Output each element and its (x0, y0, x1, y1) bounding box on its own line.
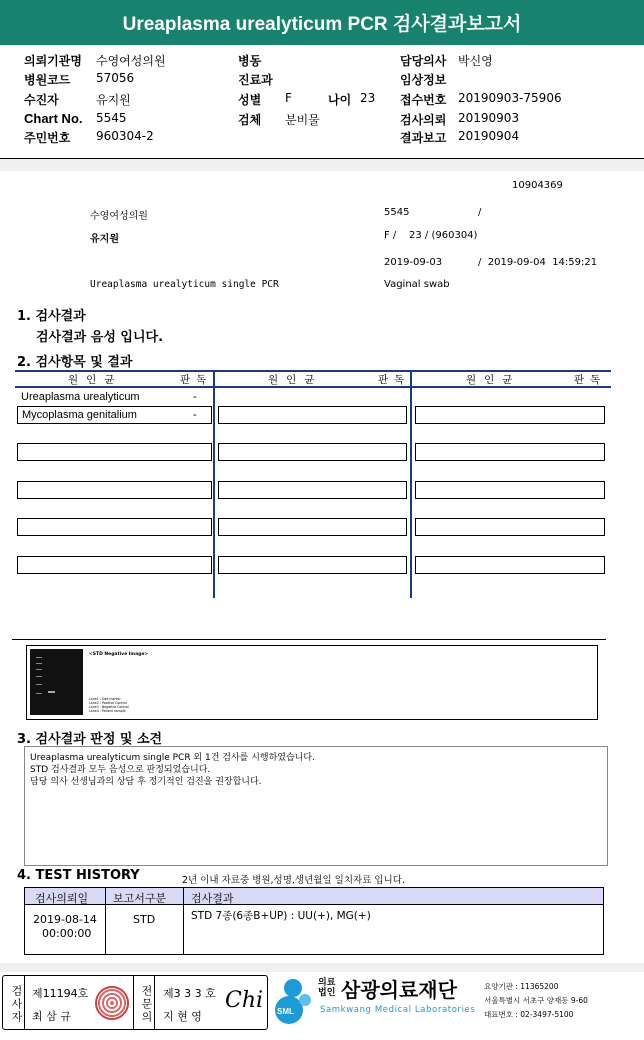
gel-legend-item: Lane4 : Patient sample (89, 709, 126, 713)
value-patient: 유지원 (96, 93, 131, 107)
org-english-name: Samkwang Medical Laboratories (320, 1005, 476, 1015)
gel-legend-item: Lane2 : Positive Control (89, 701, 127, 705)
value-chart: 5545 (96, 111, 127, 125)
empty-cell (17, 443, 212, 461)
pb-specimen: Vaginal swab (384, 279, 450, 290)
label-hospital-code: 병원코드 (24, 73, 71, 87)
history-col-type: 보고서구분 (113, 892, 167, 905)
result-row (17, 389, 212, 407)
empty-cell (415, 406, 605, 424)
specialist-license: 제3 3 3 호 (163, 987, 216, 1000)
inspector-seal (95, 986, 129, 1020)
label-age: 나이 (328, 93, 352, 107)
history-note: 2년 이내 자료중 병원,성명,생년월일 일치자료 입니다. (182, 875, 405, 886)
col-header-pathogen-3: 원인균 (466, 374, 521, 386)
pb-slash: / (478, 207, 482, 218)
gel-legend (89, 697, 129, 713)
section3-title: 3. 검사결과 판정 및 소견 (17, 732, 163, 747)
pb-test-name: Ureaplasma urealyticum single PCR (90, 279, 279, 290)
pb-hospital: 수영여성의원 (90, 211, 148, 222)
empty-cell (415, 556, 605, 574)
empty-cell (415, 443, 605, 461)
gel-divider (12, 639, 606, 640)
empty-cell (218, 481, 407, 499)
logo-text: SML (277, 1007, 294, 1016)
value-hospital: 수영여성의원 (96, 54, 166, 68)
report-title: Ureaplasma urealyticum PCR 검사결과보고서 (0, 0, 644, 45)
label-receipt-no: 접수번호 (400, 93, 447, 107)
pathogen-name: Ureaplasma urealyticum (21, 391, 140, 403)
footer-band (0, 963, 644, 972)
gel-caption: <STD Negative Image> (89, 652, 149, 657)
pathogen-result: - (193, 391, 197, 403)
label-ward: 병동 (238, 54, 262, 68)
section2-title: 2. 검사항목 및 결과 (17, 355, 133, 370)
pb-sex-age: F / 23 / (960304) (384, 230, 478, 241)
history-time: 00:00:00 (42, 927, 92, 940)
value-specimen: 분비물 (285, 113, 320, 127)
label-specimen: 검체 (238, 113, 262, 127)
sml-logo-icon (271, 976, 315, 1026)
inspector-label: 검사자 (3, 976, 25, 1029)
history-header-row (24, 887, 604, 905)
section1-title: 1. 검사결과 (17, 309, 86, 324)
col-header-pathogen-1: 원인균 (68, 374, 123, 386)
gel-image (30, 649, 83, 715)
label-chart: Chart No. (24, 111, 83, 126)
lab-code: 10904369 (512, 180, 563, 191)
history-date: 2019-08-14 (33, 913, 97, 926)
inspector-name: 최 삼 규 (32, 1010, 71, 1023)
empty-cell (17, 481, 212, 499)
value-hospital-code: 57056 (96, 71, 135, 85)
opinion-line: Ureaplasma urealyticum single PCR 외 1건 검사를 시행하였습니다. (30, 753, 315, 763)
empty-cell (17, 556, 212, 574)
col-header-pathogen-2: 원인균 (268, 374, 323, 386)
value-request-date: 20190903 (458, 111, 520, 125)
specialist-label: 전문의 (133, 976, 155, 1029)
pathogen-result: - (193, 409, 197, 421)
history-type: STD (133, 913, 156, 926)
label-sex: 성별 (238, 93, 262, 107)
result-row (17, 406, 212, 424)
col-header-judge-3: 판독 (574, 374, 607, 386)
history-row (24, 905, 604, 955)
value-report-date: 20190904 (458, 129, 520, 143)
empty-cell (218, 406, 407, 424)
org-info-line: 요양기관 : 11365200 (484, 982, 559, 991)
label-report-date: 결과보고 (400, 131, 447, 145)
org-info (484, 980, 588, 1022)
label-doctor: 담당의사 (400, 54, 447, 68)
empty-cell (218, 443, 407, 461)
empty-cell (17, 518, 212, 536)
label-resident-no: 주민번호 (24, 131, 71, 145)
label-dept: 진료과 (238, 73, 273, 87)
pb-date-received: 2019-09-03 (384, 257, 443, 268)
pb-name: 유지원 (90, 234, 119, 245)
specialist-signature: Chi (225, 988, 264, 1013)
label-clinical-info: 임상정보 (400, 73, 447, 87)
col-header-judge-1: 판독 (180, 374, 213, 386)
inspector-license: 제11194호 (32, 987, 89, 1000)
opinion-line: 담당 의사 선생님과의 상담 후 정기적인 검진을 권장합니다. (30, 777, 262, 787)
label-request-date: 검사의뢰 (400, 113, 447, 127)
org-info-line: 대표번호 : 02-3497-5100 (484, 1010, 574, 1019)
opinion-line: STD 검사결과 모두 음성으로 판정되었습니다. (30, 765, 211, 775)
header-band (0, 159, 644, 171)
value-resident-no: 960304-2 (96, 129, 154, 143)
value-receipt-no: 20190903-75906 (458, 91, 562, 105)
empty-cell (415, 481, 605, 499)
pathogen-name: Mycoplasma genitalium (22, 409, 137, 421)
value-doctor: 박신영 (458, 54, 493, 68)
section4-title: 4. TEST HISTORY (17, 868, 140, 883)
org-prefix (318, 978, 335, 998)
label-hospital: 의뢰기관명 (24, 54, 82, 68)
label-patient: 수진자 (24, 93, 59, 107)
signature-box (2, 975, 268, 1030)
section1-result: 검사결과 음성 입니다. (36, 330, 164, 345)
empty-cell (415, 518, 605, 536)
gel-legend-item: Lane3 : Negative Control (89, 705, 129, 709)
org-info-line: 서울특별시 서초구 양재동 9-60 (484, 996, 588, 1005)
history-col-date: 검사의뢰일 (35, 892, 89, 905)
empty-cell (218, 518, 407, 536)
value-age: 23 (360, 91, 376, 105)
pb-chart: 5545 (384, 207, 410, 218)
org-name: 삼광의료재단 (341, 978, 457, 1002)
specialist-name: 지 현 영 (163, 1010, 202, 1023)
history-col-result: 검사결과 (191, 892, 234, 905)
gel-legend-item: Lane1 : Size marker (89, 697, 121, 701)
opinion-box (24, 746, 608, 866)
history-result: STD 7종(6종B+UP) : UU(+), MG(+) (191, 910, 371, 922)
col-divider-2 (410, 370, 412, 598)
org-prefix-2: 법인 (318, 988, 336, 998)
col-divider-1 (213, 370, 215, 598)
pb-date-reported: / 2019-09-04 14:59:21 (478, 257, 598, 268)
value-sex: F (285, 91, 292, 105)
empty-cell (218, 556, 407, 574)
org-prefix-1: 의료 (318, 978, 336, 988)
col-header-judge-2: 판독 (378, 374, 411, 386)
gel-image-frame (26, 645, 598, 720)
